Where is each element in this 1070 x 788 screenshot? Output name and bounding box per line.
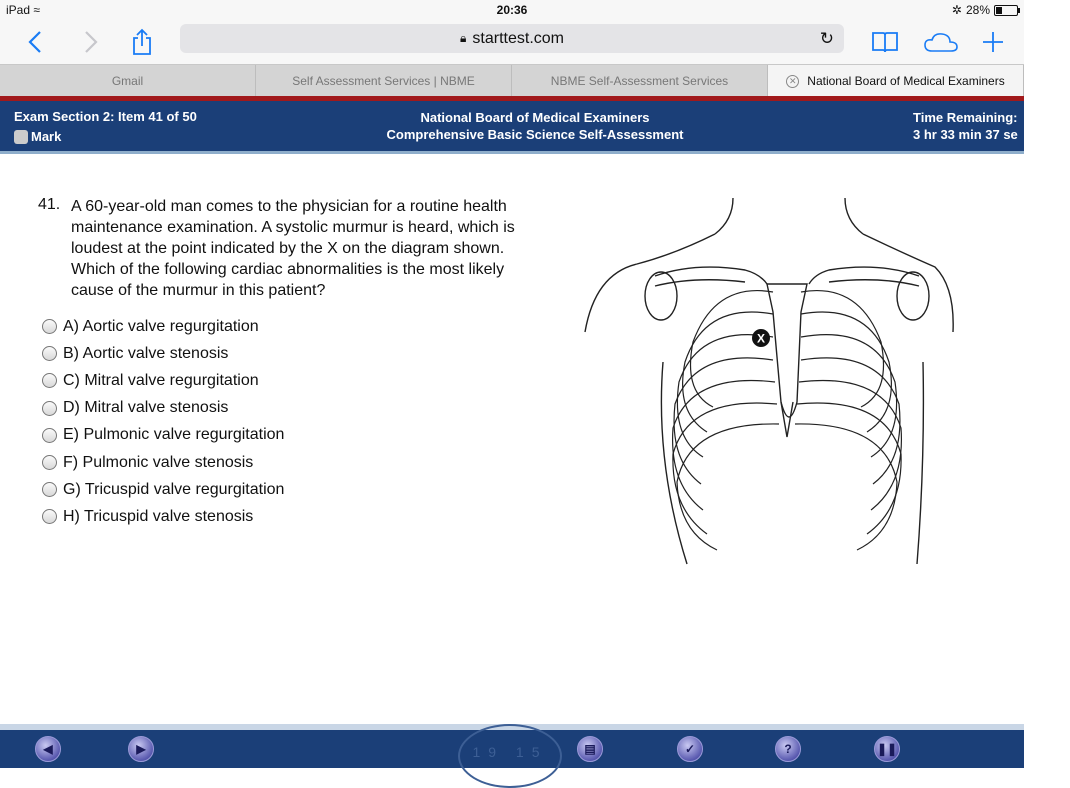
radio-button[interactable]: [42, 509, 57, 524]
url-text: starttest.com: [472, 29, 564, 47]
time-remaining-value: 3 hr 33 min 37 se: [913, 127, 1018, 142]
review-check-icon: ✓: [677, 736, 703, 762]
tab-self-assessment-services[interactable]: Self Assessment Services | NBME: [256, 65, 512, 97]
lab-values-button[interactable]: ▤ Lab Values: [560, 736, 620, 779]
next-button[interactable]: ▶ Next: [111, 736, 171, 779]
mark-label: Mark: [31, 129, 62, 144]
exam-section-label: Exam Section 2: Item 41 of 50: [14, 109, 197, 124]
previous-icon: ◀: [35, 736, 61, 762]
nbme-seal-watermark: 19 15: [458, 724, 562, 788]
share-icon[interactable]: [128, 20, 156, 64]
address-bar[interactable]: [180, 24, 844, 53]
exam-header: [0, 101, 1024, 151]
back-icon[interactable]: [22, 20, 48, 64]
answer-option-h[interactable]: H) Tricuspid valve stenosis: [42, 503, 284, 530]
bookmarks-icon[interactable]: [868, 20, 902, 64]
battery-percent: 28%: [965, 3, 990, 17]
pause-icon: ❚❚: [874, 736, 900, 762]
org-title: National Board of Medical Examiners: [420, 110, 650, 125]
lock-icon: 🔒︎: [460, 31, 467, 45]
radio-button[interactable]: [42, 319, 57, 334]
answer-option-d[interactable]: D) Mitral valve stenosis: [42, 395, 284, 422]
tab-nbme-self-assessment[interactable]: NBME Self-Assessment Services: [512, 65, 768, 97]
answer-option-c[interactable]: C) Mitral valve regurgitation: [42, 367, 284, 394]
radio-button[interactable]: [42, 401, 57, 416]
question-stem: A 60-year-old man comes to the physician for a routine health maintenance examination. A systolic murmur is heard, which is loudest at the point indicated by the X on the diagram shown. Which of the following cardiac abnormalities is the most likely cause of the murmur in this patient?: [71, 198, 515, 299]
wifi-icon: ≈: [33, 3, 40, 17]
clock: 20:36: [496, 3, 528, 17]
bluetooth-icon: ✲: [951, 3, 962, 17]
reload-icon[interactable]: ↻: [819, 29, 834, 48]
header-divider: [0, 151, 1024, 154]
status-bar: [0, 0, 1024, 20]
chest-diagram: [575, 192, 955, 572]
time-remaining-label: Time Remaining:: [913, 110, 1018, 125]
close-tab-icon[interactable]: ✕: [786, 75, 799, 88]
radio-button[interactable]: [42, 455, 57, 470]
pause-button[interactable]: ❚❚ Pause: [857, 736, 917, 779]
status-right: [952, 3, 1018, 17]
svg-text:X: X: [756, 331, 766, 346]
auscultation-marker: [752, 329, 770, 347]
radio-button[interactable]: [42, 482, 57, 497]
tab-strip: [0, 64, 1024, 97]
ribs: [673, 291, 902, 550]
new-tab-icon[interactable]: [980, 20, 1006, 64]
answer-option-a[interactable]: A) Aortic valve regurgitation: [42, 313, 284, 340]
answer-option-f[interactable]: F) Pulmonic valve stenosis: [42, 449, 284, 476]
radio-button[interactable]: [42, 428, 57, 443]
tab-nbme-active[interactable]: ✕ National Board of Medical Examiners: [768, 65, 1024, 97]
answer-option-e[interactable]: E) Pulmonic valve regurgitation: [42, 422, 284, 449]
forward-icon[interactable]: [78, 20, 104, 64]
review-button[interactable]: ✓ Review: [660, 736, 720, 779]
radio-button[interactable]: [42, 373, 57, 388]
help-button[interactable]: ? Help: [758, 736, 818, 779]
previous-button[interactable]: ◀ Previous: [18, 736, 78, 779]
battery-icon: [994, 5, 1018, 16]
browser-toolbar: [0, 20, 1024, 64]
icloud-tabs-icon[interactable]: [922, 20, 960, 64]
exam-name: Comprehensive Basic Science Self-Assessment: [386, 127, 684, 142]
answer-option-g[interactable]: G) Tricuspid valve regurgitation: [42, 476, 284, 503]
exam-footer: [0, 730, 1024, 779]
tab-gmail[interactable]: Gmail: [0, 65, 256, 97]
help-icon: ?: [775, 736, 801, 762]
device-label: iPad ≈: [6, 3, 40, 17]
answer-option-b[interactable]: B) Aortic valve stenosis: [42, 340, 284, 367]
next-icon: ▶: [128, 736, 154, 762]
question-number: 41.: [38, 196, 61, 213]
answer-list: [42, 313, 284, 531]
radio-button[interactable]: [42, 346, 57, 361]
lab-values-icon: ▤: [577, 736, 603, 762]
